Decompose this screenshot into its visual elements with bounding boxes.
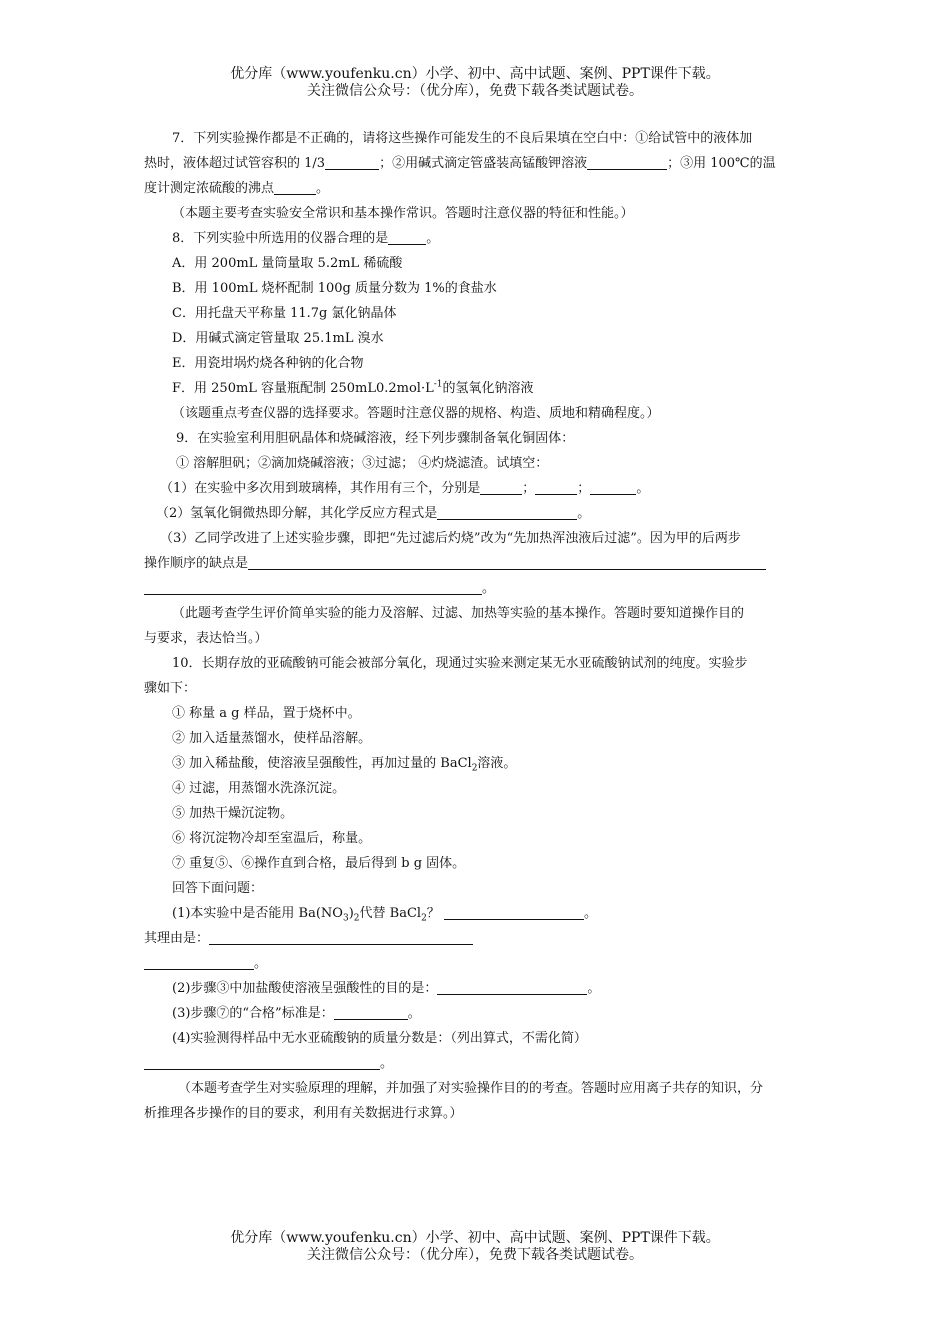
q8-option-e: E．用瓷坩埚灼烧各种钠的化合物 <box>172 356 364 371</box>
q10-step-2: ② 加入适量蒸馏水，使样品溶解。 <box>172 731 372 746</box>
q8-blank[interactable] <box>388 230 426 245</box>
q10-blank-1[interactable] <box>444 905 584 920</box>
q9-text: ； <box>522 481 536 496</box>
header-line-1: 优分库（www.youfenku.cn）小学、初中、高中试题、案例、PPT课件下载。 <box>230 66 720 82</box>
q9-sub-2 <box>144 501 824 526</box>
page-footer <box>0 1230 950 1264</box>
q9-text: 操作顺序的缺点是 <box>144 556 249 571</box>
q10-part-4-answer <box>144 1051 824 1076</box>
q10-blank-2[interactable] <box>209 930 473 945</box>
q10-answer-prompt: 回答下面问题： <box>172 881 264 896</box>
q7-text: ；③用 100℃的温 <box>667 156 776 171</box>
q10-step-1: ① 称量 a g 样品，置于烧杯中。 <box>172 706 361 721</box>
q10-step-3 <box>144 751 824 776</box>
q10-text: 。 <box>587 981 601 996</box>
q8-option-f <box>144 376 824 401</box>
q8-f-sup: -1 <box>433 379 443 390</box>
document-body <box>144 126 824 1126</box>
q10-step-6: ⑥ 将沉淀物冷却至室温后，称量。 <box>172 831 372 846</box>
q8-stem <box>144 226 824 251</box>
q10-text: 。 <box>407 1006 421 1021</box>
q8-f-text: 的氢氧化钠溶液 <box>442 381 534 396</box>
q8-note: （该题重点考查仪器的选择要求。答题时注意仪器的规格、构造、质地和精确程度。） <box>172 406 660 421</box>
q10-part-1 <box>144 901 824 926</box>
q9-sub-1 <box>144 476 824 501</box>
q9-steps: ① 溶解胆矾；②滴加烧碱溶液；③过滤； ④灼烧滤渣。试填空： <box>176 456 549 471</box>
q10-sub: 3 <box>342 913 349 924</box>
q10-step-7: ⑦ 重复⑤、⑥操作直到合格，最后得到 b g 固体。 <box>172 856 466 871</box>
q10-sub: 2 <box>471 763 478 774</box>
q8-option-b: B．用 100mL 烧杯配制 100g 质量分数为 1%的食盐水 <box>172 281 497 296</box>
q10-text: ③ 加入稀盐酸，使溶液呈强酸性，再加过量的 BaCl <box>172 756 472 771</box>
q10-text: 。 <box>380 1056 394 1071</box>
q10-text: (3)步骤⑦的“合格”标准是： <box>172 1006 334 1021</box>
q8-stem-text: 8．下列实验中所选用的仪器合理的是 <box>172 231 389 246</box>
q10-reason <box>144 926 824 951</box>
q9-note-1: （此题考查学生评价简单实验的能力及溶解、过滤、加热等实验的基本操作。答题时要知道操作目的 <box>172 606 745 621</box>
footer-line-2: 关注微信公众号：（优分库），免费下载各类试题试卷。 <box>307 1247 643 1263</box>
q8-option-d: D．用碱式滴定管量取 25.1mL 溴水 <box>172 331 384 346</box>
q10-text: 。 <box>583 906 597 921</box>
q7-text: ；②用碱式滴定管盛装高锰酸钾溶液 <box>379 156 588 171</box>
q9-blank-2[interactable] <box>535 480 577 495</box>
q9-text: （1）在实验中多次用到玻璃棒，其作用有三个，分别是 <box>160 481 481 496</box>
q10-stem-1: 10．长期存放的亚硫酸钠可能会被部分氧化，现通过实验来测定某无水亚硫酸钠试剂的纯度。实验步 <box>172 656 748 671</box>
q9-text: 。 <box>577 506 591 521</box>
q10-reason-cont <box>144 951 824 976</box>
q10-blank-4[interactable] <box>437 980 587 995</box>
q10-text: (1)本实验中是否能用 Ba(NO <box>172 906 343 921</box>
q9-blank-5[interactable] <box>248 555 766 570</box>
q10-text: 其理由是： <box>144 931 210 946</box>
q7-line-2 <box>144 151 824 176</box>
q10-stem-2: 骤如下： <box>144 681 197 696</box>
q10-blank-6[interactable] <box>144 1055 380 1070</box>
q10-text: (2)步骤③中加盐酸使溶液呈强酸性的目的是： <box>172 981 438 996</box>
q9-blank-6[interactable] <box>144 580 482 595</box>
q10-text: 。 <box>254 956 268 971</box>
q9-sub-3-line-2 <box>144 551 824 576</box>
q10-blank-5[interactable] <box>334 1005 408 1020</box>
q10-text: ？ <box>426 906 440 921</box>
q9-blank-3[interactable] <box>590 480 636 495</box>
q7-blank-3[interactable] <box>274 180 316 195</box>
q10-text: ) <box>348 906 354 921</box>
q9-blank-4[interactable] <box>437 505 577 520</box>
q8-option-a: A．用 200mL 量筒量取 5.2mL 稀硫酸 <box>172 256 403 271</box>
q7-line-3 <box>144 176 824 201</box>
q7-blank-2[interactable] <box>587 155 667 170</box>
q10-step-5: ⑤ 加热干燥沉淀物。 <box>172 806 294 821</box>
q10-sub: 2 <box>353 913 360 924</box>
q10-part-2 <box>144 976 824 1001</box>
q7-text: 热时，液体超过试管容积的 1/3 <box>144 156 326 171</box>
q9-text: 。 <box>482 581 496 596</box>
header-line-2: 关注微信公众号：（优分库），免费下载各类试题试卷。 <box>307 83 643 99</box>
q7-line-1: 7．下列实验操作都是不正确的，请将这些操作可能发生的不良后果填在空白中：①给试管中的液体加 <box>172 131 753 146</box>
q7-note: （本题主要考查实验安全常识和基本操作常识。答题时注意仪器的特征和性能。） <box>172 206 634 221</box>
q7-text: 度计测定浓硫酸的沸点 <box>144 181 275 196</box>
q9-text: ； <box>577 481 591 496</box>
q9-text: （2）氢氧化铜微热即分解，其化学反应方程式是 <box>156 506 438 521</box>
q8-option-c: C．用托盘天平称量 11.7g 氯化钠晶体 <box>172 306 397 321</box>
q9-sub-3-line-1: （3）乙同学改进了上述实验步骤，即把“先过滤后灼烧”改为“先加热浑浊液后过滤”。因为甲的后两步 <box>160 531 741 546</box>
q9-stem: 9．在实验室利用胆矾晶体和烧碱溶液，经下列步骤制备氧化铜固体： <box>176 431 575 446</box>
page-header <box>0 66 950 100</box>
q10-step-4: ④ 过滤，用蒸馏水洗涤沉淀。 <box>172 781 346 796</box>
q8-stem-end: 。 <box>426 231 440 246</box>
q7-blank-1[interactable] <box>325 155 379 170</box>
q7-text: 。 <box>316 181 330 196</box>
q10-blank-3[interactable] <box>144 955 254 970</box>
q10-part-4: (4)实验测得样品中无水亚硫酸钠的质量分数是：（列出算式，不需化简） <box>172 1031 587 1046</box>
q10-note-2: 析推理各步操作的目的要求，利用有关数据进行求算。） <box>144 1106 463 1121</box>
q10-sub: 2 <box>421 913 427 924</box>
q10-text: 溶液。 <box>477 756 517 771</box>
q8-f-text: F．用 250mL 容量瓶配制 250mL0.2mol·L <box>172 381 434 396</box>
q9-note-2: 与要求，表达恰当。） <box>144 631 268 646</box>
q10-note-1: （本题考查学生对实验原理的理解，并加强了对实验操作目的的考查。答题时应用离子共存的知识，分 <box>178 1081 764 1096</box>
footer-line-1: 优分库（www.youfenku.cn）小学、初中、高中试题、案例、PPT课件下载。 <box>230 1230 720 1246</box>
q9-blank-1[interactable] <box>480 480 522 495</box>
q9-text: 。 <box>636 481 650 496</box>
q10-part-3 <box>144 1001 824 1026</box>
q10-text: 代替 BaCl <box>359 906 422 921</box>
q9-sub-3-line-3 <box>144 576 824 601</box>
